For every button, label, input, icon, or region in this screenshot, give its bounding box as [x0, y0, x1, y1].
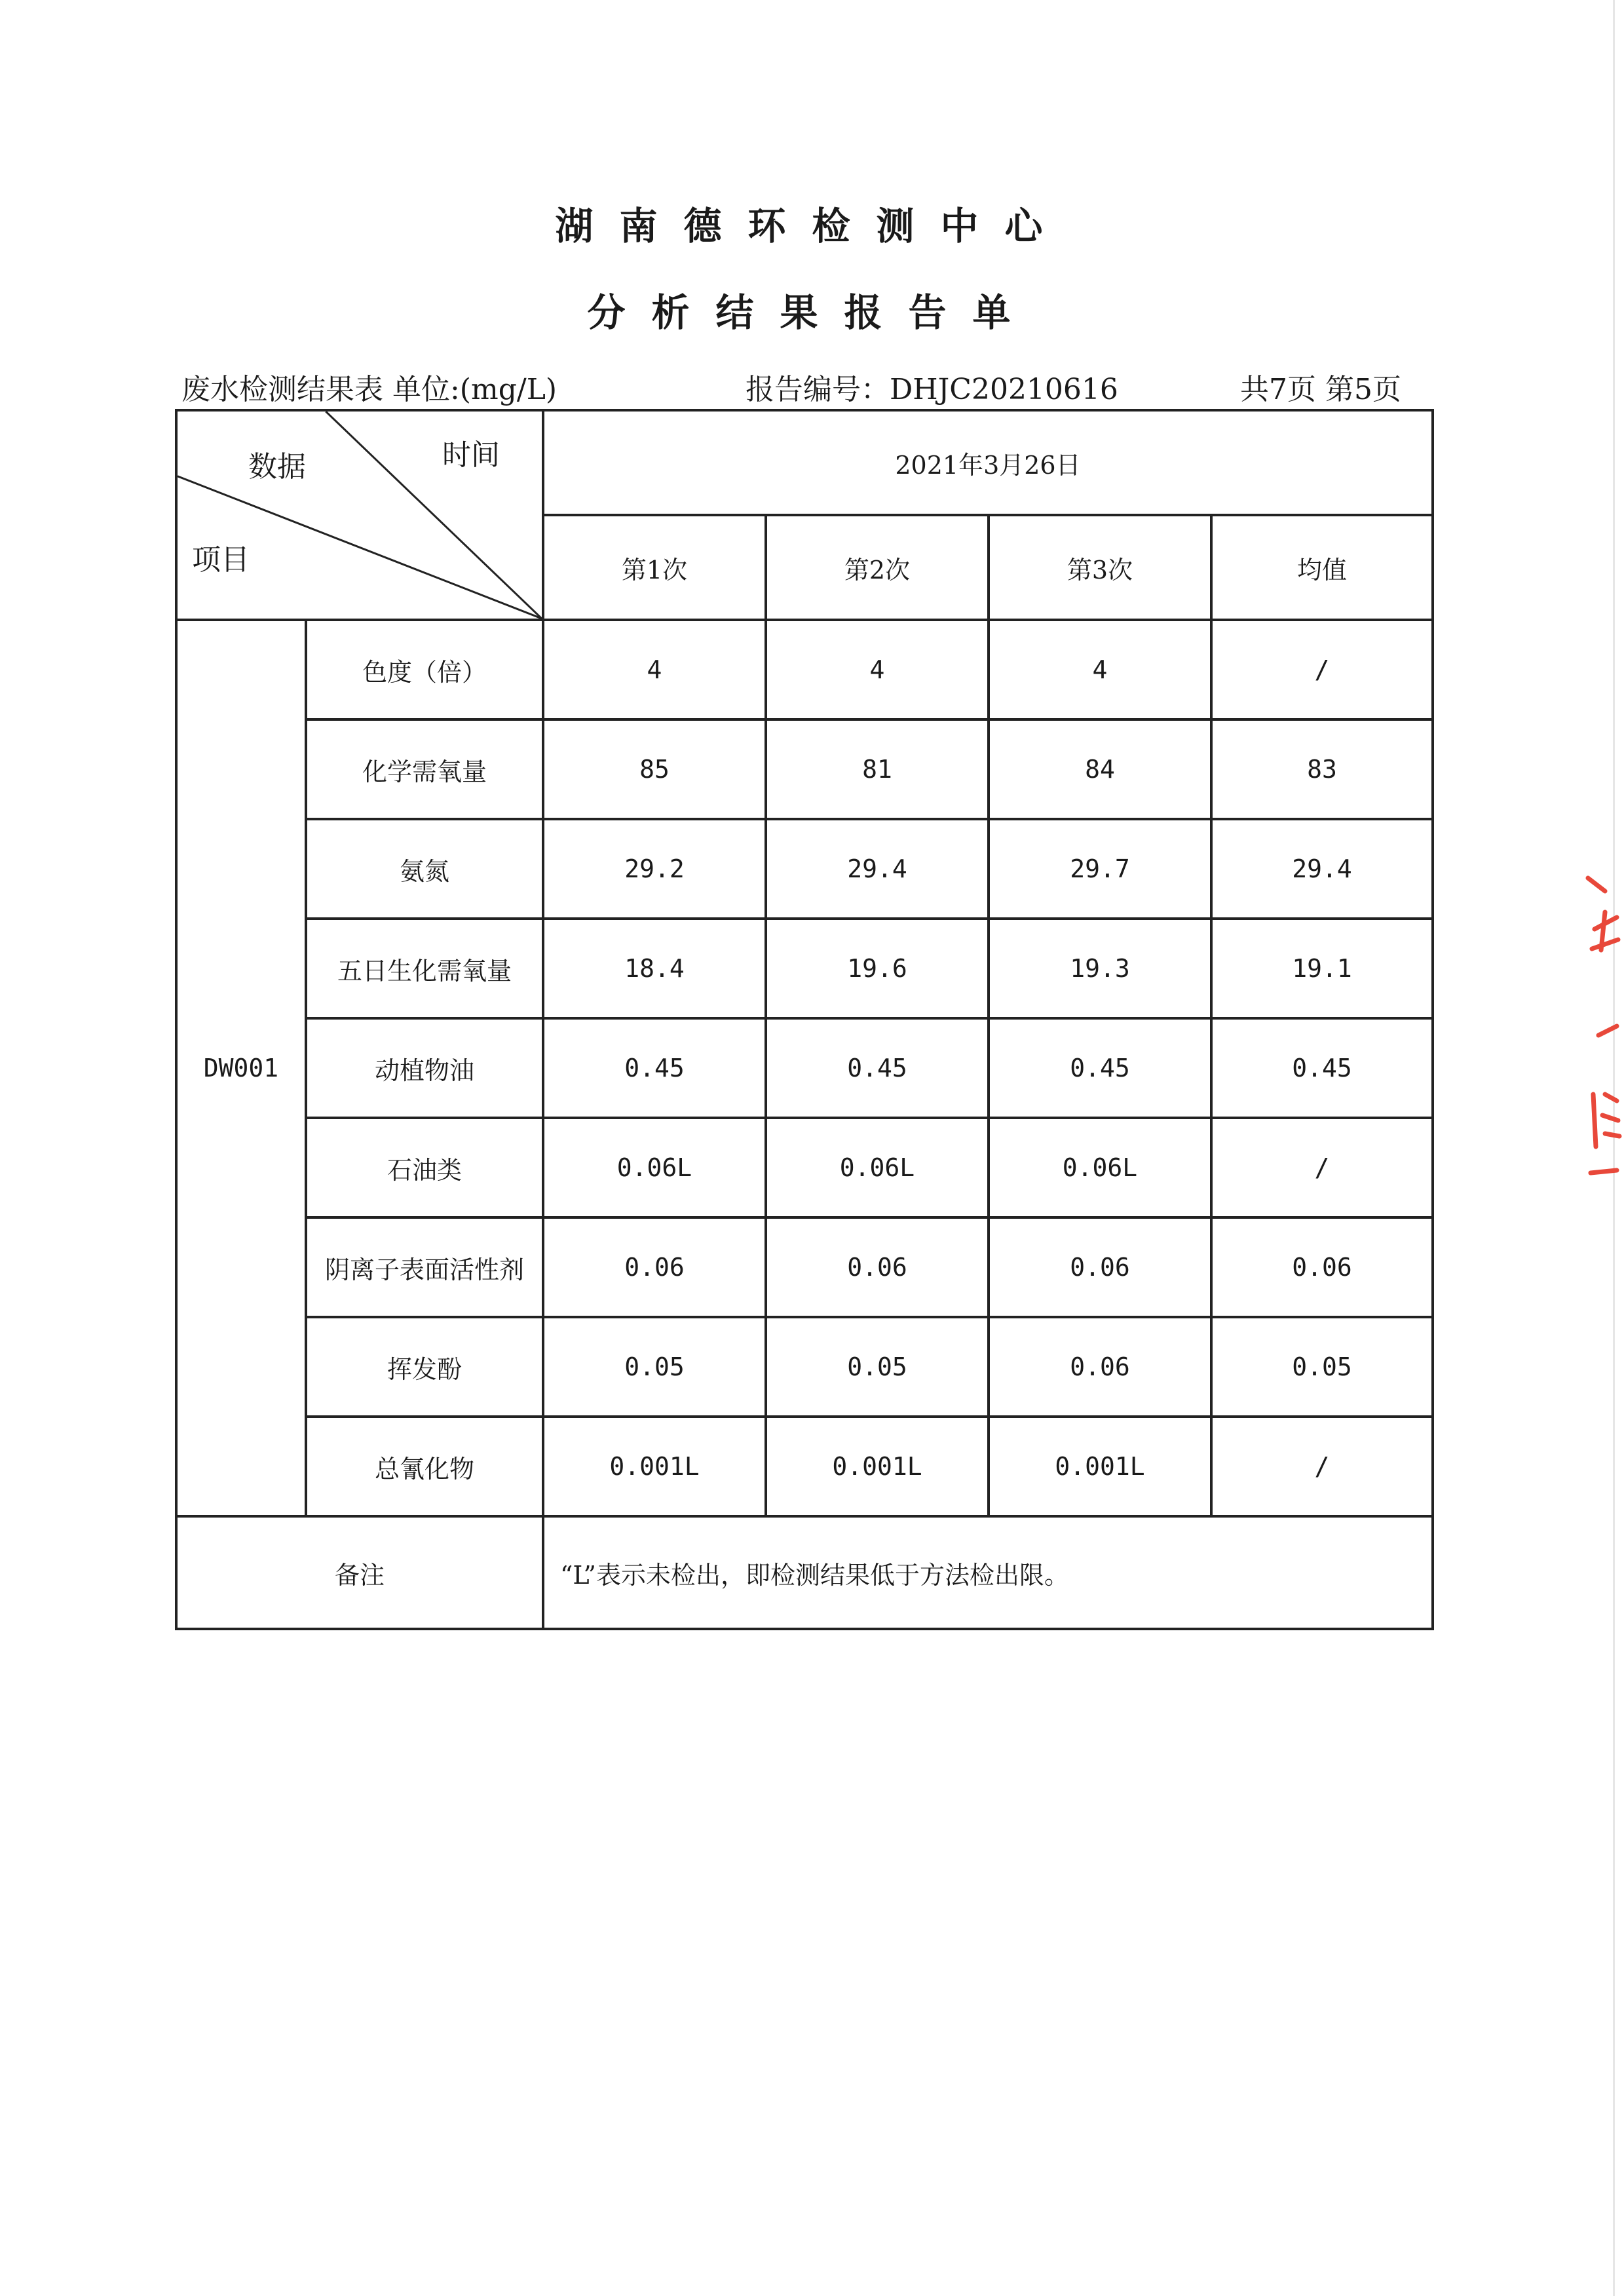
- value-cell: 0.45: [766, 1018, 989, 1118]
- value-cell: 0.06L: [543, 1118, 766, 1217]
- value-cell: 0.001L: [543, 1417, 766, 1516]
- item-name: 动植物油: [306, 1018, 543, 1118]
- remark-label: 备注: [176, 1516, 543, 1629]
- item-name: 挥发酚: [306, 1317, 543, 1417]
- table-row: [176, 620, 1433, 719]
- value-cell: 0.06: [766, 1217, 989, 1317]
- value-cell: 0.06: [989, 1217, 1211, 1317]
- item-name: 氨氮: [306, 819, 543, 919]
- value-cell: 83: [1211, 719, 1433, 819]
- value-cell: 0.06: [543, 1217, 766, 1317]
- column-header: 第1次: [543, 515, 766, 620]
- value-cell: 4: [989, 620, 1211, 719]
- value-cell: /: [1211, 620, 1433, 719]
- item-name: 总氰化物: [306, 1417, 543, 1516]
- value-cell: 0.05: [766, 1317, 989, 1417]
- value-cell: 0.45: [543, 1018, 766, 1118]
- item-name: 阴离子表面活性剂: [306, 1217, 543, 1317]
- remark-text: “L”表示未检出，即检测结果低于方法检出限。: [543, 1516, 1433, 1629]
- value-cell: 0.06L: [989, 1118, 1211, 1217]
- item-name: 石油类: [306, 1118, 543, 1217]
- form-title: 分析结果报告单: [587, 290, 1037, 335]
- column-header: 第3次: [989, 515, 1211, 620]
- table-unit-label: 废水检测结果表 单位:(mg/L): [181, 373, 557, 406]
- corner-label-time: 时间: [442, 438, 500, 472]
- table-row: [176, 1317, 1433, 1417]
- value-cell: 29.4: [766, 819, 989, 919]
- value-cell: 0.45: [989, 1018, 1211, 1118]
- value-cell: /: [1211, 1417, 1433, 1516]
- table-row: [176, 1417, 1433, 1516]
- corner-header-cell: [176, 410, 543, 620]
- column-header: 均值: [1211, 515, 1433, 620]
- page-count: 共7页 第5页: [1240, 373, 1401, 406]
- table-row: [176, 719, 1433, 819]
- item-name: 化学需氧量: [306, 719, 543, 819]
- value-cell: 0.06: [1211, 1217, 1433, 1317]
- value-cell: 84: [989, 719, 1211, 819]
- value-cell: 4: [766, 620, 989, 719]
- value-cell: 0.001L: [989, 1417, 1211, 1516]
- corner-label-data: 数据: [248, 450, 306, 484]
- value-cell: 19.6: [766, 919, 989, 1018]
- value-cell: 29.2: [543, 819, 766, 919]
- value-cell: 0.06L: [766, 1118, 989, 1217]
- sample-group-label: DW001: [176, 620, 306, 1516]
- table-row: [176, 1217, 1433, 1317]
- value-cell: 18.4: [543, 919, 766, 1018]
- value-cell: 19.1: [1211, 919, 1433, 1018]
- red-seal-stamp-fragment: [1579, 871, 1624, 1186]
- value-cell: 0.06: [989, 1317, 1211, 1417]
- corner-label-item: 项目: [192, 543, 250, 577]
- value-cell: 29.4: [1211, 819, 1433, 919]
- value-cell: 29.7: [989, 819, 1211, 919]
- table-row: [176, 819, 1433, 919]
- table-row: [176, 919, 1433, 1018]
- item-name: 五日生化需氧量: [306, 919, 543, 1018]
- date-header: 2021年3月26日: [543, 410, 1433, 515]
- value-cell: 0.45: [1211, 1018, 1433, 1118]
- value-cell: 81: [766, 719, 989, 819]
- table-row: [176, 1018, 1433, 1118]
- column-header: 第2次: [766, 515, 989, 620]
- value-cell: 4: [543, 620, 766, 719]
- report-number: 报告编号：DHJC20210616: [746, 373, 1118, 406]
- results-table: [175, 409, 1434, 1630]
- org-title: 湖南德环检测中心: [555, 204, 1069, 248]
- value-cell: /: [1211, 1118, 1433, 1217]
- value-cell: 19.3: [989, 919, 1211, 1018]
- table-row: [176, 1118, 1433, 1217]
- value-cell: 85: [543, 719, 766, 819]
- value-cell: 0.001L: [766, 1417, 989, 1516]
- value-cell: 0.05: [1211, 1317, 1433, 1417]
- value-cell: 0.05: [543, 1317, 766, 1417]
- item-name: 色度（倍）: [306, 620, 543, 719]
